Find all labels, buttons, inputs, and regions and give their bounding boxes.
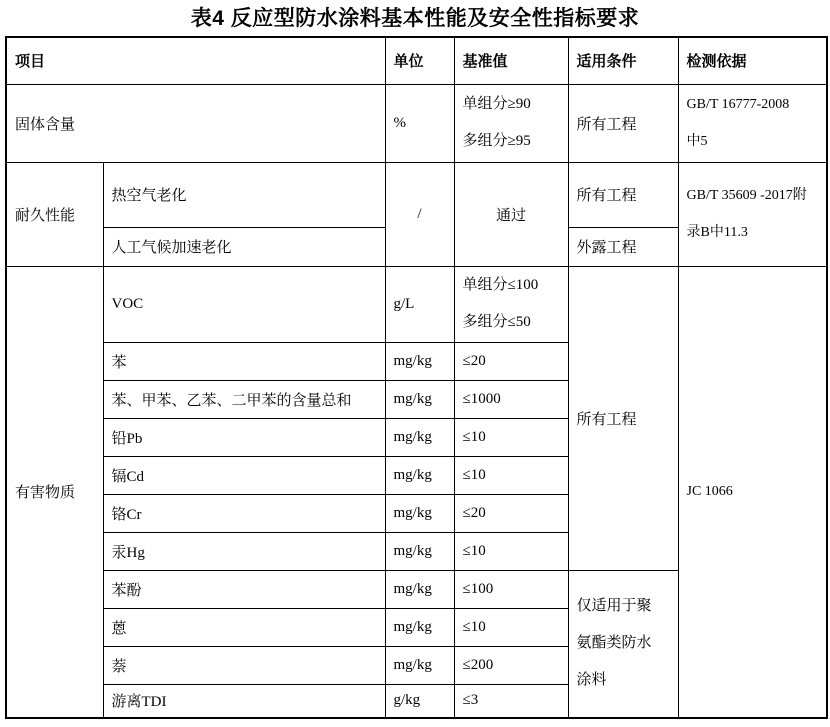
durability-condition-exposed: 外露工程 <box>568 227 678 266</box>
durability-item-hot-air: 热空气老化 <box>103 162 385 227</box>
durability-item-weathering: 人工气候加速老化 <box>103 227 385 266</box>
hazardous-condition-pu <box>568 570 678 718</box>
col-header-baseline: 基准值 <box>454 37 568 84</box>
col-header-unit: 单位 <box>385 37 454 84</box>
baseline-line: 单组分≥90 <box>462 96 531 112</box>
substance-name: 铬Cr <box>103 494 385 532</box>
hazardous-basis: JC 1066 <box>678 266 827 718</box>
basis-line: GB/T 16777-2008 <box>686 97 790 112</box>
substance-baseline: ≤20 <box>454 494 568 532</box>
baseline-line: 多组分≥95 <box>462 133 531 149</box>
basis-line: GB/T 35609 -2017附 <box>686 188 807 203</box>
baseline-line: 单组分≤100 <box>462 277 539 293</box>
hazardous-condition-all: 所有工程 <box>568 266 678 570</box>
basis-line: 中5 <box>686 134 708 149</box>
voc-baseline <box>454 266 568 342</box>
substance-name: 铅Pb <box>103 418 385 456</box>
row-solid-content <box>6 84 827 162</box>
voc-name: VOC <box>103 266 385 342</box>
durability-label: 耐久性能 <box>6 162 103 266</box>
solid-content-unit: % <box>385 84 454 162</box>
durability-basis <box>678 162 827 266</box>
substance-unit: mg/kg <box>385 494 454 532</box>
substance-unit: mg/kg <box>385 342 454 380</box>
substance-unit: g/kg <box>385 684 454 718</box>
substance-name: 苯酚 <box>103 570 385 608</box>
substance-name: 苯 <box>103 342 385 380</box>
voc-unit: g/L <box>385 266 454 342</box>
substance-unit: mg/kg <box>385 570 454 608</box>
substance-baseline: ≤10 <box>454 456 568 494</box>
col-header-condition: 适用条件 <box>568 37 678 84</box>
substance-baseline: ≤1000 <box>454 380 568 418</box>
substance-baseline: ≤10 <box>454 608 568 646</box>
solid-content-label: 固体含量 <box>6 84 385 162</box>
condition-line: 涂料 <box>576 672 607 689</box>
spec-table <box>5 36 828 719</box>
solid-content-basis <box>678 84 827 162</box>
baseline-line: 多组分≤50 <box>462 314 531 330</box>
substance-name: 蒽 <box>103 608 385 646</box>
row-voc <box>6 266 827 342</box>
row-durability-hot-air <box>6 162 827 227</box>
solid-content-baseline <box>454 84 568 162</box>
col-header-basis: 检测依据 <box>678 37 827 84</box>
solid-content-condition: 所有工程 <box>568 84 678 162</box>
substance-name: 游离TDI <box>103 684 385 718</box>
substance-unit: mg/kg <box>385 380 454 418</box>
document-page <box>0 5 830 719</box>
condition-line: 仅适用于聚 <box>576 598 652 615</box>
durability-condition-all: 所有工程 <box>568 162 678 227</box>
substance-baseline: ≤100 <box>454 570 568 608</box>
substance-baseline: ≤10 <box>454 532 568 570</box>
col-header-item: 项目 <box>6 37 385 84</box>
hazardous-label: 有害物质 <box>6 266 103 718</box>
substance-unit: mg/kg <box>385 532 454 570</box>
condition-line: 氨酯类防水 <box>576 635 652 652</box>
substance-name: 苯、甲苯、乙苯、二甲苯的含量总和 <box>103 380 385 418</box>
header-row <box>6 37 827 84</box>
substance-name: 汞Hg <box>103 532 385 570</box>
page-title: 表4 反应型防水涂料基本性能及安全性指标要求 <box>190 7 640 30</box>
substance-unit: mg/kg <box>385 608 454 646</box>
substance-unit: mg/kg <box>385 646 454 684</box>
substance-baseline: ≤200 <box>454 646 568 684</box>
substance-baseline: ≤3 <box>454 684 568 718</box>
substance-name: 萘 <box>103 646 385 684</box>
basis-line: 录B中11.3 <box>686 225 748 240</box>
substance-unit: mg/kg <box>385 456 454 494</box>
substance-baseline: ≤10 <box>454 418 568 456</box>
durability-baseline: 通过 <box>454 162 568 266</box>
substance-unit: mg/kg <box>385 418 454 456</box>
durability-unit: / <box>385 162 454 266</box>
substance-name: 镉Cd <box>103 456 385 494</box>
substance-baseline: ≤20 <box>454 342 568 380</box>
